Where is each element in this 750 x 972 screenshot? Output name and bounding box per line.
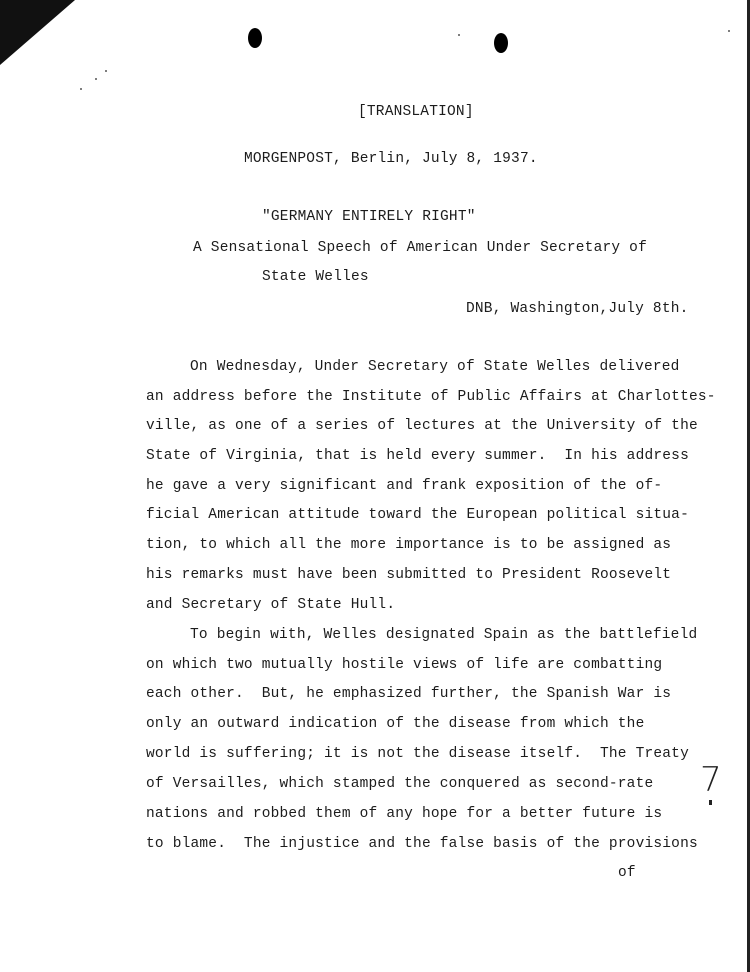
paragraph-line: of Versailles, which stamped the conquered as second-rate xyxy=(146,776,654,792)
paragraph-line: ficial American attitude toward the European political situa- xyxy=(146,507,689,523)
speck xyxy=(105,70,107,72)
paragraph-line: nations and robbed them of any hope for a better future is xyxy=(146,806,663,822)
paragraph-line: an address before the Institute of Public Affairs at Charlottes- xyxy=(146,389,716,405)
paragraph-line: his remarks must have been submitted to President Roosevelt xyxy=(146,567,672,583)
paragraph-line: On Wednesday, Under Secretary of State Welles delivered xyxy=(190,359,680,375)
paragraph-line: on which two mutually hostile views of life are combatting xyxy=(146,657,663,673)
paragraph-line: To begin with, Welles designated Spain as the battlefield xyxy=(190,627,698,643)
speck xyxy=(728,30,730,32)
speck xyxy=(95,78,97,80)
paragraph-line: State of Virginia, that is held every summer. In his address xyxy=(146,448,689,464)
speck xyxy=(458,34,460,36)
paragraph-line: to blame. The injustice and the false basis of the provisions xyxy=(146,836,698,852)
translation-heading: [TRANSLATION] xyxy=(358,104,474,120)
paragraph-line: ville, as one of a series of lectures at the University of the xyxy=(146,418,698,434)
continuation-word: of xyxy=(618,865,636,881)
paragraph-line: each other. But, he emphasized further, the Spanish War is xyxy=(146,686,672,702)
folded-corner-shadow xyxy=(0,0,80,70)
paragraph-line: he gave a very significant and frank exposition of the of- xyxy=(146,478,663,494)
handwritten-page-number: 7 xyxy=(700,760,722,800)
paragraph-line: only an outward indication of the disease from which the xyxy=(146,716,645,732)
paragraph-line: and Secretary of State Hull. xyxy=(146,597,396,613)
ink-mark xyxy=(709,800,712,805)
paragraph-line: tion, to which all the more importance is to be assigned as xyxy=(146,537,672,553)
source-line: MORGENPOST, Berlin, July 8, 1937. xyxy=(244,151,538,167)
punch-hole-left xyxy=(248,28,262,48)
punch-hole-right xyxy=(494,33,508,53)
article-subtitle-2: State Welles xyxy=(262,269,369,285)
article-subtitle-1: A Sensational Speech of American Under Secretary of xyxy=(193,240,647,256)
speck xyxy=(80,88,82,90)
article-title: "GERMANY ENTIRELY RIGHT" xyxy=(262,209,476,225)
paragraph-line: world is suffering; it is not the disease itself. The Treaty xyxy=(146,746,689,762)
dateline: DNB, Washington,July 8th. xyxy=(466,301,689,317)
